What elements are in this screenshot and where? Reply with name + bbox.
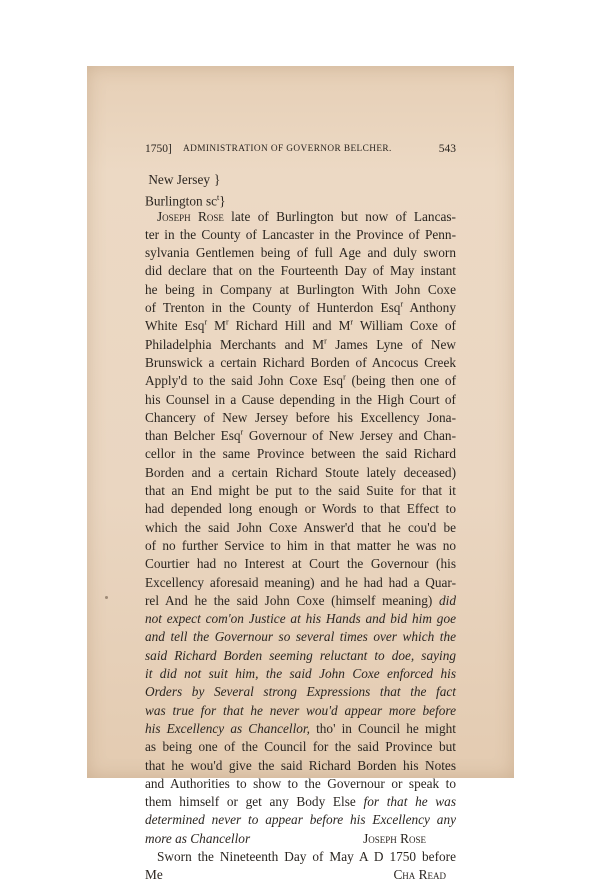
deposition-line [145,262,456,280]
deposition-line [145,537,456,555]
jurat-line-1: Sworn the Nineteenth Day of May A D 1750 before [157,848,456,864]
venue-line-2 [145,189,456,207]
deposition-line [145,738,456,756]
text-run: Apply'd to the said John Coxe Esq [145,373,344,389]
deposition-line [145,574,456,592]
text-run: them himself or get any Body Else [145,794,364,810]
deposition-line [145,793,456,811]
text-run: not expect com'on Justice at his Hands and bid him goe [145,611,456,627]
venue-county: Burlington sc [145,193,218,209]
text-run: and tell the Governour so several times over which the [145,629,456,645]
superscript-text: r [204,317,208,327]
deposition-line [145,775,456,793]
deposition-line [145,208,456,226]
text-run: Richard Hill and M [228,318,351,334]
deposition-line [145,702,456,720]
deposition-line [145,372,456,390]
text-run: Governour of New Jersey and Chan- [243,428,456,444]
text-run: Courtier had no Interest at Court the Governour (his [145,556,456,572]
text-run: had depended long enough or Words to that Effect to [145,501,456,517]
text-run: White Esq [145,318,205,334]
deposition-line [145,317,456,335]
text-run: as being one of the Council for the said Province but [145,739,456,755]
deposition-text [145,208,456,830]
text-run: his Excellency as Chancellor, [145,720,310,736]
deposition-line [145,555,456,573]
clerk-signature: Cha Read [393,867,446,883]
deposition-line [145,445,456,463]
text-run: late of Burlington but now of Lancas- [223,208,456,224]
text-run: ter in the County of Lancaster in the Province of Penn- [145,226,456,242]
superscript-text: r [324,336,327,346]
page-stain [105,596,108,599]
deposition-line [145,244,456,262]
superscript-text: r [225,317,229,327]
deposition-line [145,811,456,829]
deposition-line [145,427,456,445]
text-run: did [439,592,456,608]
deposition-line [145,226,456,244]
deposition-line [145,757,456,775]
text-run: rel And he the said John Coxe (himself meaning) [145,592,439,608]
text-run: tho' in Council he might [309,720,456,736]
text-run: Joseph Rose [157,208,224,224]
text-run: Anthony [403,300,456,316]
running-head-title: ADMINISTRATION OF GOVERNOR BELCHER. [183,144,392,154]
superscript-text: r [240,427,244,437]
text-run: and Authorities to show to the Governour or speak to [145,775,456,791]
deposition-line [145,281,456,299]
text-run: o [319,354,326,370]
text-run: which the said John Coxe Answer'd that he cou'd be [145,519,456,535]
text-run: his Counsel in a Cause depending in the High Court of [145,391,456,407]
venue-county-sup: t [217,193,220,203]
text-run: cellor in the same Province between the said Richard [145,446,456,462]
deposition-line [145,299,456,317]
deposition-final-line [145,830,456,848]
text-run: of no further Service to him in that matter he was no [145,537,456,553]
text-run: that an End might be put to the said Suite for that it [145,483,456,499]
superscript-text: r [350,317,354,327]
body-text [145,171,456,885]
running-head [145,143,456,159]
deposition-line [145,500,456,518]
text-run: Orders by Several strong Expressions that the fact [145,684,456,700]
brace-mark: } [214,172,221,187]
running-head-year: 1750] [145,143,172,155]
deponent-signature: Joseph Rose [363,830,426,846]
deposition-line [145,665,456,683]
text-run: Philadelphia Merchants and M [145,336,325,352]
deposition-line [145,336,456,354]
text-run: of Trenton in the County of Hunterdon Esq [145,300,401,316]
text-run: William Coxe of [353,318,456,334]
jurat-line-2 [145,866,456,884]
deposition-line [145,647,456,665]
text-run: was true for that he never wou'd appear more before [145,702,456,718]
jurat-me: Me [145,867,163,883]
text-run: than Belcher Esq [145,428,241,444]
superscript-text: r [343,372,346,382]
text-run: Brunswick a certain Richard B [145,354,320,370]
text-run: Excellency aforesaid meaning) and he had had a Quar- [145,574,456,590]
deposition-line [145,610,456,628]
deposition-line [145,482,456,500]
text-run: said Richard Borden seeming reluctant to doe, saying [145,647,456,663]
text-run: he being in Company at Burlington With John Coxe [145,281,456,297]
deposition-line [145,391,456,409]
text-run: M [207,318,226,334]
text-run: Chancery of New Jersey before his Excellency Jona- [145,409,456,425]
superscript-text: r [400,299,404,309]
deposition-line [145,592,456,610]
text-run: did declare that on the Fourteenth Day of May instant [145,263,456,279]
deposition-line [145,354,456,372]
brace-mark: } [219,193,226,209]
text-run: determined never to appear before his Excellency any [145,812,456,828]
deposition-line [145,683,456,701]
venue-line-1 [145,171,456,189]
text-run: sylvania Gentlemen being of full Age and duly sworn [145,245,456,261]
venue-state: New Jersey [148,172,210,187]
deposition-line [145,519,456,537]
text-run: James Lyne of New [326,336,456,352]
deposition-line [145,409,456,427]
deposition-line [145,464,456,482]
text-run: (being then one of [345,373,457,389]
deposition-line [145,628,456,646]
text-run: for that he was [363,794,457,810]
final-line-text: more as Chancellor [145,830,251,846]
deposition-line [145,720,456,738]
text-run: that he wou'd give the said Richard Borden his Notes [145,757,456,773]
page-number: 543 [438,143,456,155]
text-run: it did not suit him, the said John Coxe enforced his [145,666,456,682]
text-run: Borden and a certain Richard Stoute lately deceased) [145,464,456,480]
text-run: rden of Ancocus Creek [326,354,457,370]
